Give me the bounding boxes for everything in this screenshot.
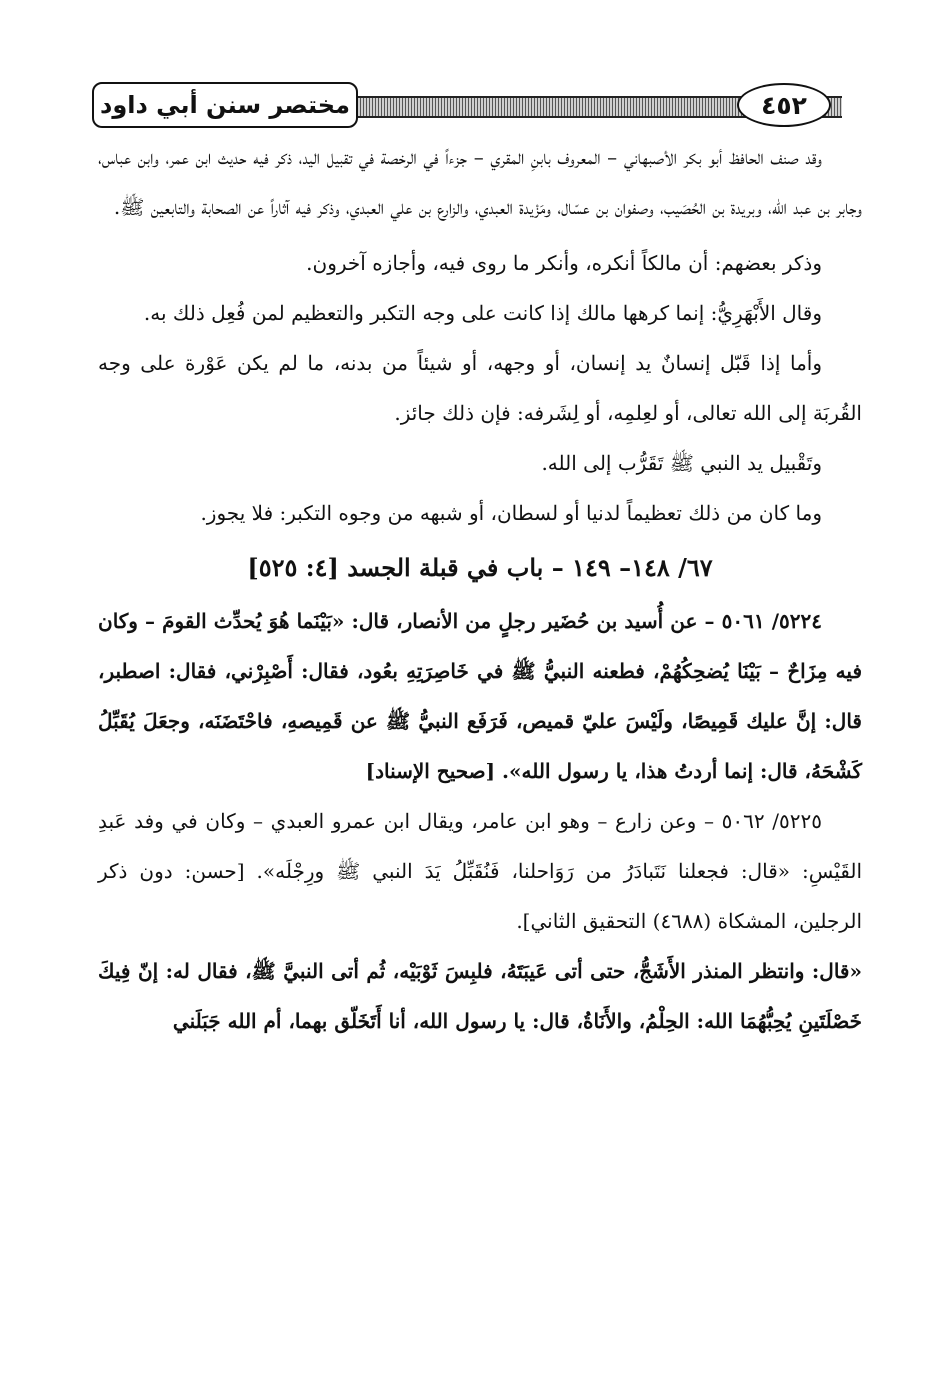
page-number: ٤٥٢: [761, 90, 807, 120]
hadith-entry: ٥٢٢٥/ ٥٠٦٢ – وعن زارع – وهو ابن عامر، ويقال ابن عمرو العبدي – وكان في وفد عَبدِ القَيْسِ: «قال: فجعلنا نَتَبادَرُ من رَوَاحلنا، فَنُقَبِّلُ يَدَ النبي ﷺ ورِجْلَه». [حسن: دون ذكر الرجلين، المشكاة (٤٦٨٨) التحقيق الثاني].: [98, 809, 862, 933]
chapter-heading: ٦٧/ ١٤٨– ١٤٩ – باب في قبلة الجسد [٤: ٥٢٥]: [247, 553, 713, 582]
paragraph: وأما إذا قَبّل إنسانٌ يد إنسان، أو وجهه، أو شيئاً من بدنه، ما لم يكن عَوْرة على وجه القُربَة إلى الله تعالى، أو لعِلمِه، أو لِشَرفه: فإن ذلك جائز.: [98, 351, 862, 425]
paragraph: وذكر بعضهم: أن مالكاً أنكره، وأنكر ما روى فيه، وأجازه آخرون.: [306, 251, 822, 275]
paragraph: وما كان من ذلك تعظيماً لدنيا أو لسطان، أو شبهه من وجوه التكبر: فلا يجوز.: [200, 501, 822, 525]
page-body: [98, 132, 862, 1046]
page-header: [92, 80, 862, 130]
hadith-entry: ٥٢٢٤/ ٥٠٦١ – عن أُسيد بن حُضَير رجلٍ من الأنصار، قال: «بَيْنَما هُوَ يُحدِّث القومَ – وكان فيه مِزَاحٌ – بَيْنَا يُضحِكُهُمْ، فطعنه النبيُّ ﷺ في خَاصِرَتِهِ بعُود، فقال: أَصْبِرْني، فقال: اصطبر، قال: إنَّ عليك قَمِيصًا، ولَيْسَ عليّ قميص، فَرَفَع النبيُّ ﷺ عن قَمِيصهِ، فاحْتَضَنَه، وجعَلَ يُقَبِّلُ كَشْحَهُ، قال: إنما أردتُ هذا، يا رسول الله». [صحيح الإسناد]: [98, 609, 863, 783]
hadith-continuation: «قال: وانتظر المنذر الأَشَجُّ، حتى أتى عَيبَتَهُ، فلبِسَ ثَوْبَيْه، ثُم أتى النبيَّ ﷺ، فقال له: إنّ فِيكَ خَصْلَتَينِ يُحِبُّهُمَا الله: الحِلْمُ، والأَنَاةُ، قال: يا رسول الله، أنا أَتَخَلّق بهما، أم الله جَبَلَني: [98, 959, 862, 1033]
paragraph: وتَقْبيل يد النبي ﷺ تَقَرُّب إلى الله.: [541, 451, 822, 475]
page-number-frame: [737, 83, 831, 127]
book-title-frame: [92, 82, 358, 128]
paragraph: وقد صنف الحافظ أبو بكر الأصبهاني – المعروف بابنِ المقري – جزءاً في الرخصة في تقبيل اليد، ذكر فيه حديث ابن عمر، وابن عباس، وجابر بن عبد الله، وبريدة بن الحُصَيب، وصفوان بن عسّال، ومَزْيدة العبدي، والزارع بن علي العبدي، وذكر فيه آثاراً عن الصحابة والتابعين ﷺ.: [98, 145, 862, 219]
paragraph: وقال الأَبْهَرِيُّ: إنما كرهها مالك إذا كانت على وجه التكبر والتعظيم لمن فُعِل ذلك به.: [143, 301, 822, 325]
book-title: مختصر سنن أبي داود: [100, 91, 350, 119]
